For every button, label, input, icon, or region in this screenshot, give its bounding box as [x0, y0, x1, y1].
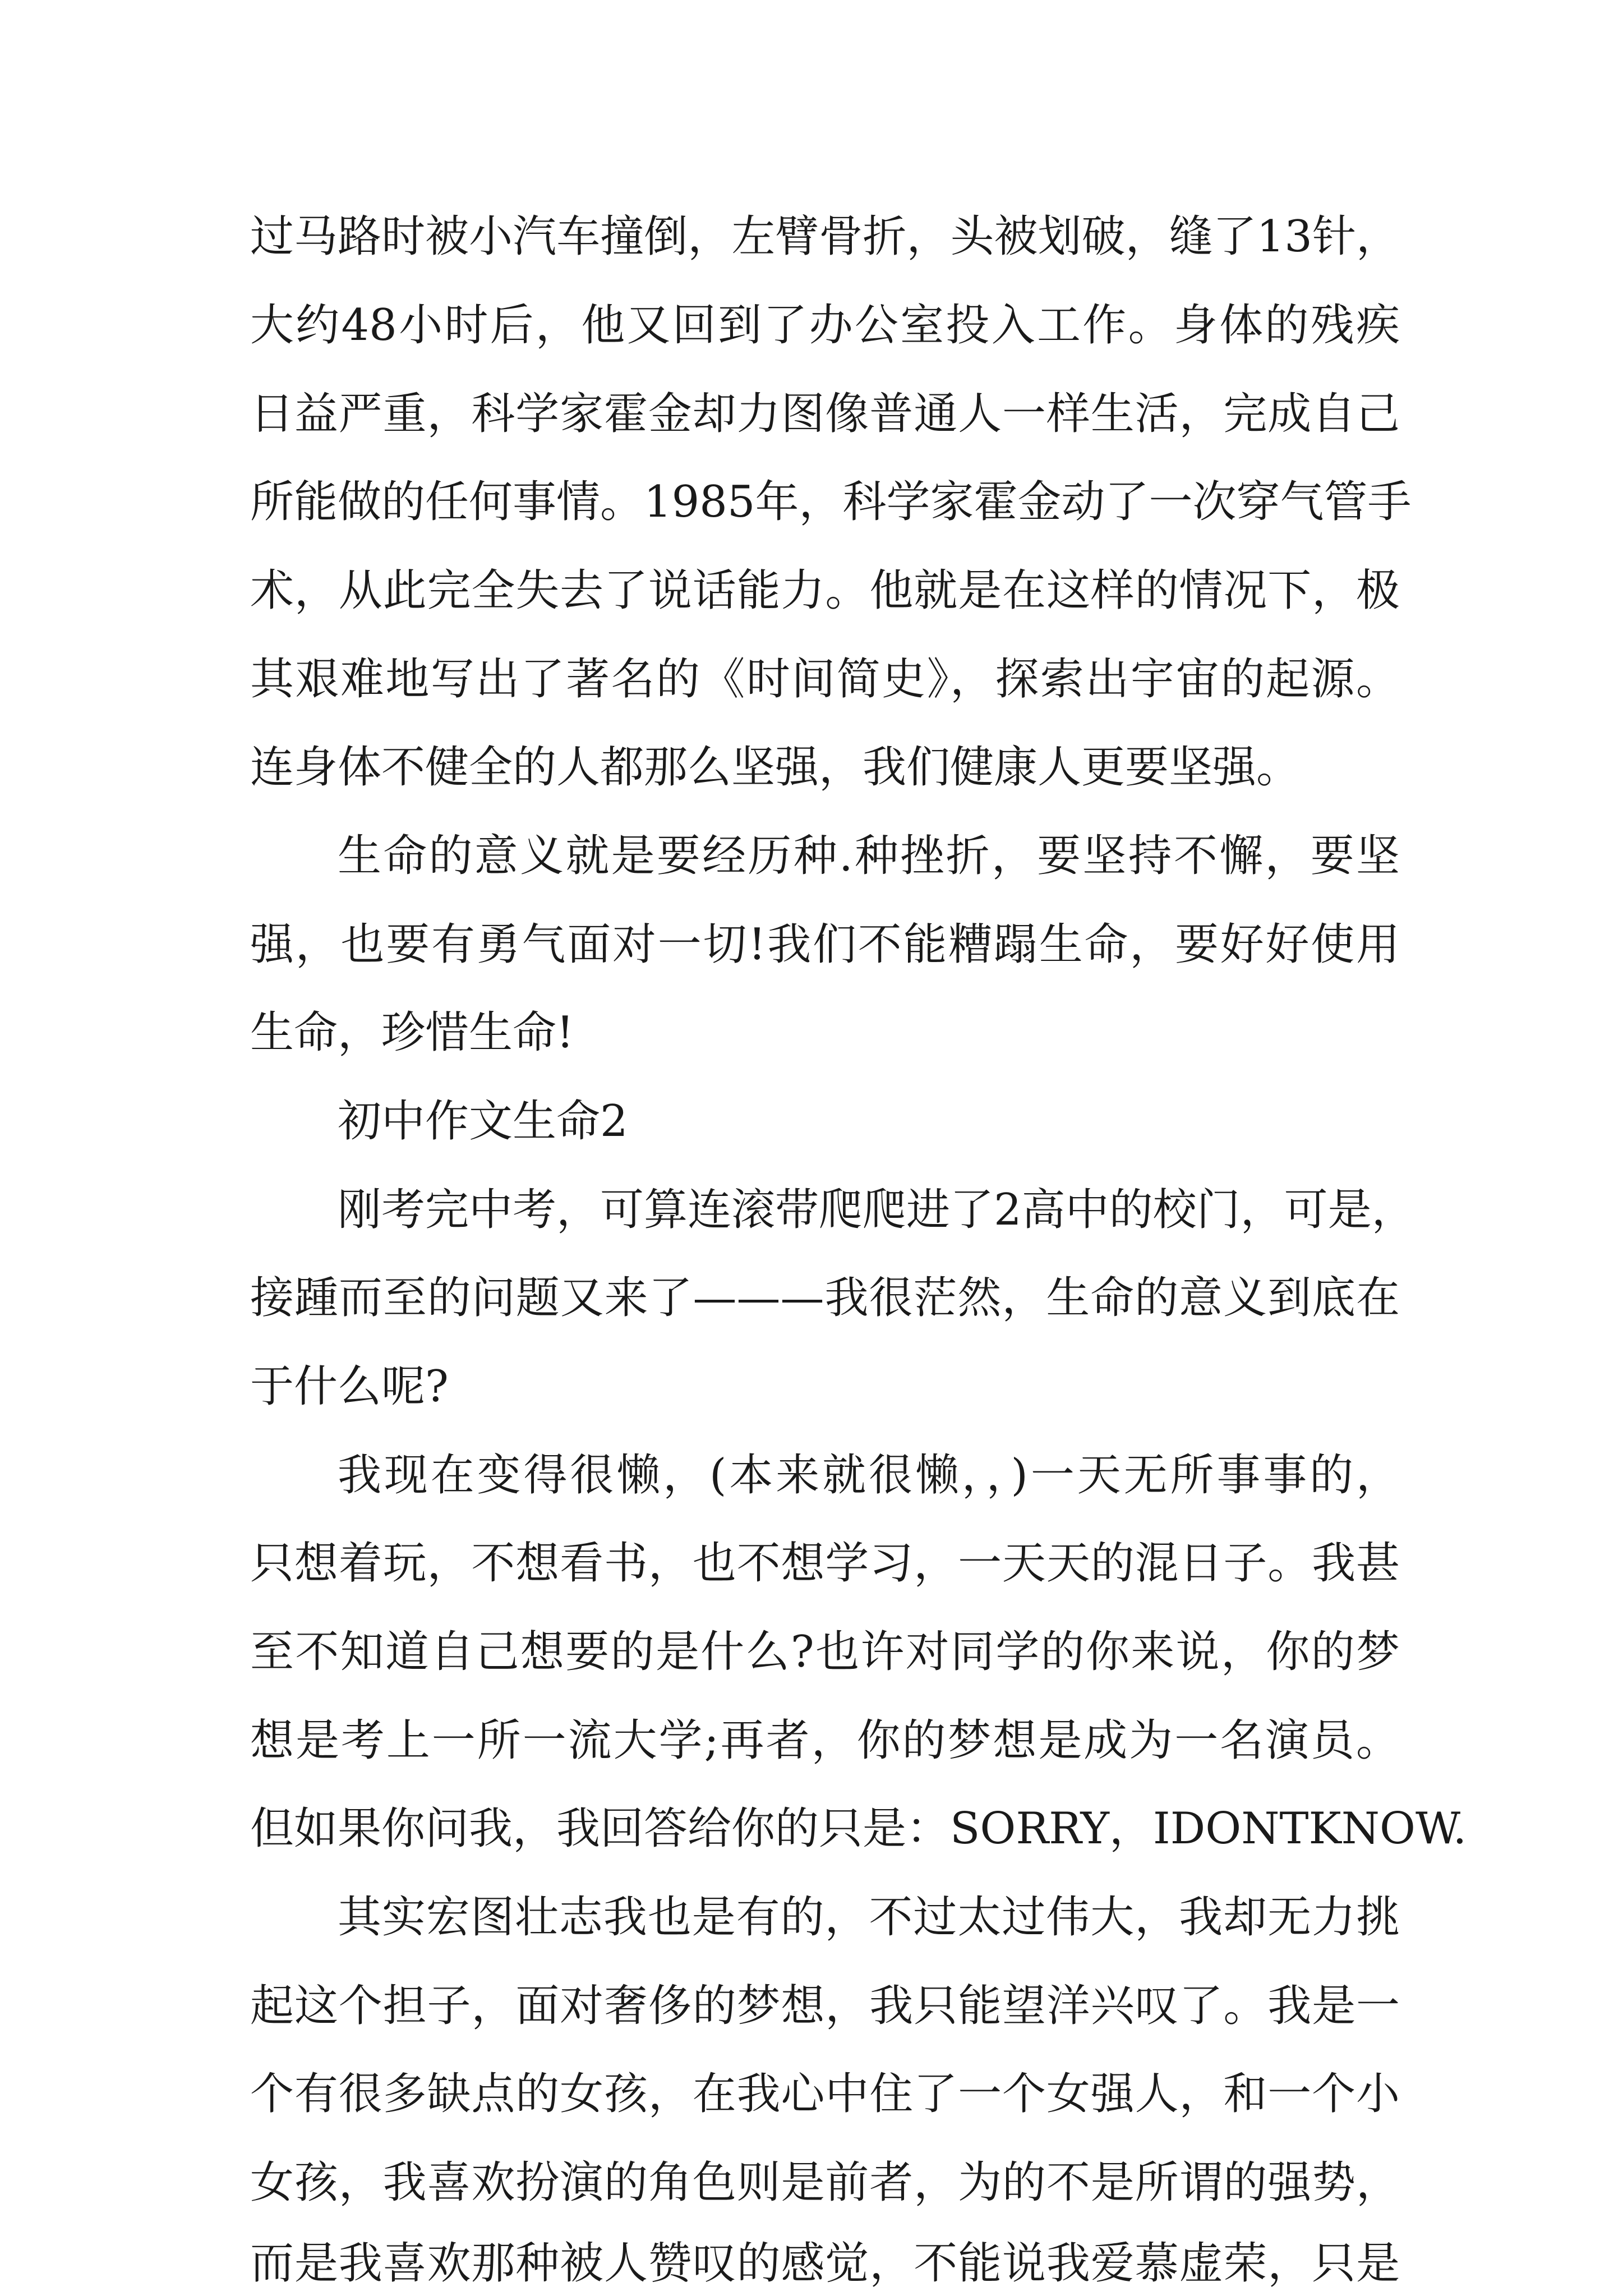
text-line: 个有很多缺点的女孩，在我心中住了一个女强人，和一个小: [250, 2069, 1400, 2119]
text-line: 过马路时被小汽车撞倒，左臂骨折，头被划破，缝了13针，: [250, 211, 1400, 262]
text-line: 但如果你问我，我回答给你的只是：SORRY，IDONTKNOW.: [250, 1803, 1467, 1854]
text-line: 女孩，我喜欢扮演的角色则是前者，为的不是所谓的强势，: [250, 2157, 1400, 2208]
text-line: 所能做的任何事情。1985年，科学家霍金动了一次穿气管手: [250, 477, 1412, 527]
text-line: 只想着玩，不想看书，也不想学习，一天天的混日子。我甚: [250, 1538, 1400, 1589]
text-line: 日益严重，科学家霍金却力图像普通人一样生活，完成自己: [250, 389, 1400, 439]
text-line: 其实宏图壮志我也是有的，不过太过伟大，我却无力挑: [338, 1892, 1400, 1943]
text-line: 刚考完中考，可算连滚带爬爬进了2高中的校门，可是，: [338, 1185, 1415, 1235]
text-line: 我现在变得很懒，(本来就很懒，，)一天无所事事的，: [338, 1450, 1400, 1501]
text-line: 大约48小时后，他又回到了办公室投入工作。身体的残疾: [250, 300, 1400, 351]
section-heading: 初中作文生命2: [338, 1096, 628, 1147]
text-line: 其艰难地写出了著名的《时间简史》，探索出宇宙的起源。: [250, 654, 1400, 705]
text-line: 强，也要有勇气面对一切!我们不能糟蹋生命，要好好使用: [250, 919, 1400, 970]
text-line: 而是我喜欢那种被人赞叹的感觉，不能说我爱慕虚荣，只是: [250, 2238, 1400, 2289]
text-line: 至不知道自己想要的是什么?也许对同学的你来说，你的梦: [250, 1627, 1400, 1677]
text-line: 想是考上一所一流大学;再者，你的梦想是成为一名演员。: [250, 1715, 1400, 1766]
text-line: 生命，珍惜生命!: [250, 1007, 574, 1058]
text-line: 接踵而至的问题又来了———我很茫然，生命的意义到底在: [250, 1273, 1400, 1323]
text-line: 生命的意义就是要经历种.种挫折，要坚持不懈，要坚: [338, 831, 1400, 881]
text-line: 术，从此完全失去了说话能力。他就是在这样的情况下，极: [250, 565, 1400, 616]
text-line: 连身体不健全的人都那么坚强，我们健康人更要坚强。: [250, 742, 1301, 793]
text-line: 于什么呢?: [250, 1361, 449, 1412]
text-line: 起这个担子，面对奢侈的梦想，我只能望洋兴叹了。我是一: [250, 1981, 1400, 2031]
